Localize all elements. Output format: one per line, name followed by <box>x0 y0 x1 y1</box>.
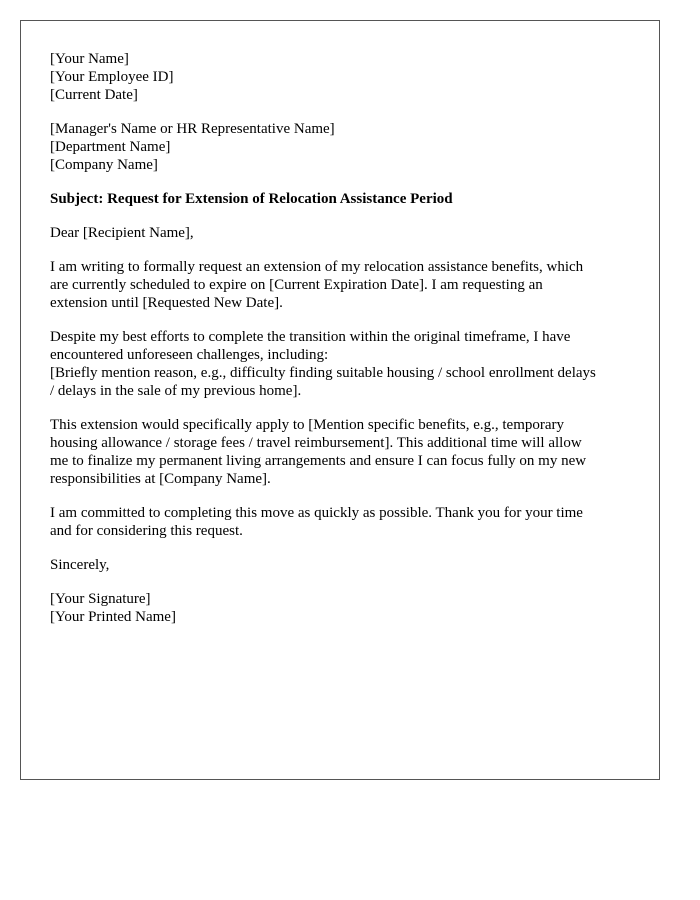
paragraph-challenges <box>50 328 640 400</box>
recipient-company: [Company Name] <box>50 157 158 173</box>
text-line: I am committed to completing this move as quickly as possible. Thank you for your time <box>50 505 583 521</box>
text-line: and for considering this request. <box>50 523 243 539</box>
text-line: encountered unforeseen challenges, including: <box>50 347 329 363</box>
text-line: Despite my best efforts to complete the transition within the original timeframe, I have <box>50 329 571 345</box>
recipient-name: [Manager's Name or HR Representative Name] <box>50 121 335 137</box>
recipient-department: [Department Name] <box>50 139 171 155</box>
text-line: me to finalize my permanent living arrangements and ensure I can focus fully on my new <box>50 453 587 469</box>
text-line: housing allowance / storage fees / travel reimbursement]. This additional time will allow <box>50 435 582 451</box>
text-line: extension until [Requested New Date]. <box>50 295 283 311</box>
paragraph-request <box>50 258 640 312</box>
letter-body <box>50 50 640 626</box>
sender-date: [Current Date] <box>50 87 138 103</box>
letter-page <box>20 20 660 780</box>
text-line: responsibilities at [Company Name]. <box>50 471 271 487</box>
text-line: [Briefly mention reason, e.g., difficulty finding suitable housing / school enrollment delays <box>50 365 596 381</box>
signature-placeholder: [Your Signature] <box>50 591 151 607</box>
recipient-block <box>50 120 640 174</box>
text-line: I am writing to formally request an extension of my relocation assistance benefits, which <box>50 259 584 275</box>
text-line: are currently scheduled to expire on [Current Expiration Date]. I am requesting an <box>50 277 543 293</box>
sender-name: [Your Name] <box>50 51 129 67</box>
text-line: This extension would specifically apply to [Mention specific benefits, e.g., temporary <box>50 417 565 433</box>
signature-block <box>50 590 640 626</box>
subject-line: Subject: Request for Extension of Relocation Assistance Period <box>50 191 453 207</box>
sender-block <box>50 50 640 104</box>
closing: Sincerely, <box>50 557 110 573</box>
sender-employee-id: [Your Employee ID] <box>50 69 174 85</box>
printed-name: [Your Printed Name] <box>50 609 176 625</box>
paragraph-commitment <box>50 504 640 540</box>
paragraph-benefits <box>50 416 640 488</box>
salutation: Dear [Recipient Name], <box>50 225 194 241</box>
text-line: / delays in the sale of my previous home]. <box>50 383 302 399</box>
